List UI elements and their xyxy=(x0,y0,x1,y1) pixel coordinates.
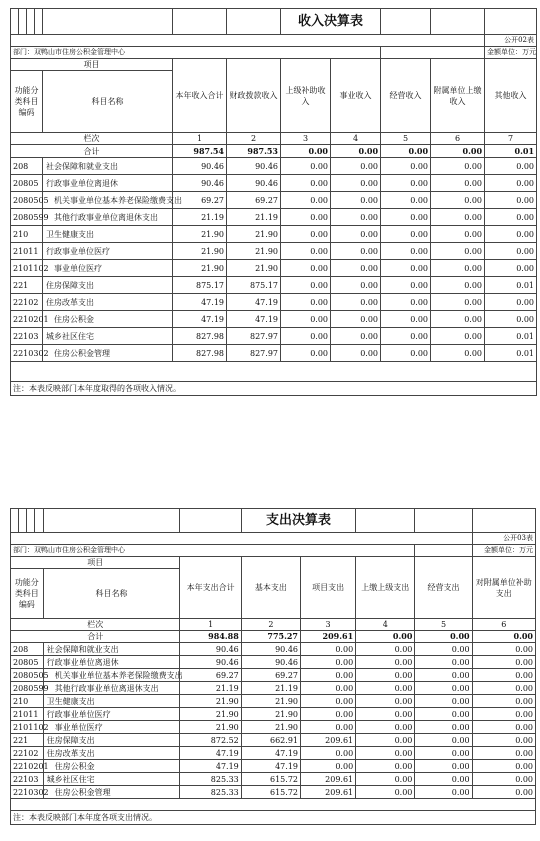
income-row-value: 0.00 xyxy=(431,260,485,277)
income-table-row xyxy=(11,294,537,311)
expense-row-value: 209.61 xyxy=(301,786,356,799)
income-row-name: 住房公积金管理 xyxy=(43,345,173,362)
expense-row-value: 0.00 xyxy=(356,773,415,786)
expense-col-head-1: 本年支出合计 xyxy=(180,557,241,619)
income-row-value: 0.00 xyxy=(331,345,381,362)
expense-row-value: 0.00 xyxy=(301,643,356,656)
income-row-value: 90.46 xyxy=(173,175,227,192)
income-col-head-7: 其他收入 xyxy=(485,59,537,133)
expense-row-value: 0.00 xyxy=(301,682,356,695)
income-row-code: 210 xyxy=(11,226,43,243)
income-row-value: 21.90 xyxy=(173,226,227,243)
income-row-value: 0.00 xyxy=(431,175,485,192)
income-row-value: 0.00 xyxy=(381,345,431,362)
income-table-row xyxy=(11,192,537,209)
expense-total-value: 984.88 xyxy=(180,631,241,643)
income-col-num: 6 xyxy=(431,133,485,145)
expense-row-value: 69.27 xyxy=(241,669,300,682)
expense-row-value: 90.46 xyxy=(241,643,300,656)
income-row-code: 2101102 xyxy=(11,260,43,277)
expense-row-code: 2080505 xyxy=(11,669,44,682)
income-table-row xyxy=(11,226,537,243)
expense-row-value: 0.00 xyxy=(472,786,535,799)
income-table-row xyxy=(11,243,537,260)
expense-row-value: 47.19 xyxy=(241,747,300,760)
expense-unit: 金额单位：万元 xyxy=(472,545,535,557)
income-row-code: 2210201 xyxy=(11,311,43,328)
expense-row-value: 0.00 xyxy=(415,643,472,656)
expense-total-value: 0.00 xyxy=(472,631,535,643)
income-row-value: 21.90 xyxy=(173,243,227,260)
income-row-value: 0.00 xyxy=(331,260,381,277)
expense-row-value: 0.00 xyxy=(472,669,535,682)
income-table-row xyxy=(11,328,537,345)
expense-row-value: 0.00 xyxy=(301,669,356,682)
expense-row-value: 0.00 xyxy=(301,760,356,773)
income-row-value: 0.00 xyxy=(281,243,331,260)
income-row-code: 2080599 xyxy=(11,209,43,226)
income-row-value: 827.97 xyxy=(227,345,281,362)
income-row-value: 0.00 xyxy=(431,243,485,260)
expense-row-value: 21.90 xyxy=(180,721,241,734)
income-row-value: 0.00 xyxy=(485,175,537,192)
expense-row-value: 0.00 xyxy=(472,708,535,721)
expense-row-value: 825.33 xyxy=(180,773,241,786)
income-row-value: 47.19 xyxy=(173,294,227,311)
expense-row-name: 住房公积金管理 xyxy=(43,786,180,799)
income-row-value: 0.00 xyxy=(381,311,431,328)
expense-note: 注：本表反映部门本年度各项支出情况。 xyxy=(11,811,536,825)
expense-row-value: 0.00 xyxy=(356,656,415,669)
income-row-value: 90.46 xyxy=(173,158,227,175)
income-row-value: 0.00 xyxy=(281,311,331,328)
expense-row-value: 0.00 xyxy=(415,773,472,786)
income-row-name: 城乡社区住宅 xyxy=(43,328,173,345)
income-row-name: 卫生健康支出 xyxy=(43,226,173,243)
income-row-value: 0.00 xyxy=(331,209,381,226)
income-row-value: 0.00 xyxy=(281,175,331,192)
income-total-label: 合计 xyxy=(11,145,173,158)
income-code-header: 功能分类科目编码 xyxy=(11,71,43,133)
income-col-num: 1 xyxy=(173,133,227,145)
expense-table-row xyxy=(11,734,536,747)
expense-col-nums-label: 栏次 xyxy=(11,619,180,631)
expense-row-value: 0.00 xyxy=(356,708,415,721)
expense-row-value: 21.90 xyxy=(241,721,300,734)
expense-row-name: 住房公积金 xyxy=(43,760,180,773)
expense-row-value: 0.00 xyxy=(415,669,472,682)
expense-row-name: 其他行政事业单位离退休支出 xyxy=(43,682,180,695)
income-row-value: 875.17 xyxy=(227,277,281,294)
expense-row-value: 0.00 xyxy=(356,669,415,682)
expense-row-code: 2080599 xyxy=(11,682,44,695)
expense-total-value: 0.00 xyxy=(415,631,472,643)
income-row-value: 0.00 xyxy=(281,209,331,226)
income-row-value: 827.98 xyxy=(173,328,227,345)
income-row-value: 47.19 xyxy=(173,311,227,328)
expense-row-value: 0.00 xyxy=(356,682,415,695)
income-row-value: 90.46 xyxy=(227,158,281,175)
income-row-name: 社会保障和就业支出 xyxy=(43,158,173,175)
income-row-value: 0.00 xyxy=(485,311,537,328)
expense-row-code: 2101102 xyxy=(11,721,44,734)
income-col-num: 3 xyxy=(281,133,331,145)
income-row-value: 0.00 xyxy=(331,277,381,294)
income-row-value: 0.00 xyxy=(331,192,381,209)
expense-total-value: 775.27 xyxy=(241,631,300,643)
expense-row-value: 0.00 xyxy=(301,695,356,708)
expense-row-value: 0.00 xyxy=(301,721,356,734)
expense-col-head-6: 对附属单位补助支出 xyxy=(472,557,535,619)
expense-row-value: 0.00 xyxy=(415,721,472,734)
expense-row-value: 90.46 xyxy=(180,656,241,669)
expense-row-code: 210 xyxy=(11,695,44,708)
expense-row-value: 21.90 xyxy=(241,708,300,721)
expense-col-head-3: 项目支出 xyxy=(301,557,356,619)
income-row-value: 0.00 xyxy=(431,277,485,294)
income-row-value: 0.00 xyxy=(431,209,485,226)
expense-table-row xyxy=(11,656,536,669)
income-row-value: 0.00 xyxy=(431,294,485,311)
expense-col-head-4: 上缴上级支出 xyxy=(356,557,415,619)
income-row-value: 0.00 xyxy=(381,175,431,192)
income-row-value: 0.00 xyxy=(431,158,485,175)
income-row-value: 0.01 xyxy=(485,277,537,294)
expense-row-value: 0.00 xyxy=(472,721,535,734)
income-rows xyxy=(11,158,537,362)
expense-row-value: 0.00 xyxy=(356,734,415,747)
expense-table xyxy=(10,508,536,825)
expense-row-value: 0.00 xyxy=(356,695,415,708)
income-table-row xyxy=(11,158,537,175)
income-total-row xyxy=(11,145,537,158)
income-table-code: 公开02表 xyxy=(485,35,537,47)
income-row-value: 21.90 xyxy=(173,260,227,277)
income-row-value: 0.00 xyxy=(281,192,331,209)
income-row-value: 0.00 xyxy=(281,328,331,345)
expense-row-value: 0.00 xyxy=(472,773,535,786)
expense-row-value: 662.91 xyxy=(241,734,300,747)
expense-table-row xyxy=(11,643,536,656)
income-row-value: 69.27 xyxy=(227,192,281,209)
expense-total-row xyxy=(11,631,536,643)
income-row-value: 0.00 xyxy=(331,243,381,260)
expense-row-value: 872.52 xyxy=(180,734,241,747)
expense-col-num: 4 xyxy=(356,619,415,631)
expense-table-row xyxy=(11,682,536,695)
income-total-value: 0.00 xyxy=(431,145,485,158)
expense-col-num: 5 xyxy=(415,619,472,631)
expense-row-code: 22102 xyxy=(11,747,44,760)
expense-row-value: 0.00 xyxy=(415,708,472,721)
income-total-value: 0.00 xyxy=(281,145,331,158)
expense-row-name: 机关事业单位基本养老保险缴费支出 xyxy=(43,669,180,682)
expense-name-header: 科目名称 xyxy=(43,569,180,619)
expense-row-name: 行政事业单位医疗 xyxy=(43,708,180,721)
expense-row-value: 0.00 xyxy=(415,786,472,799)
expense-row-value: 0.00 xyxy=(472,747,535,760)
income-row-value: 0.00 xyxy=(381,192,431,209)
income-department: 部门：双鸭山市住房公积金管理中心 xyxy=(11,47,381,59)
income-row-value: 827.98 xyxy=(173,345,227,362)
income-row-value: 21.19 xyxy=(173,209,227,226)
expense-row-name: 行政事业单位离退休 xyxy=(43,656,180,669)
expense-code-header: 功能分类科目编码 xyxy=(11,569,44,619)
expense-row-value: 825.33 xyxy=(180,786,241,799)
expense-total-value: 209.61 xyxy=(301,631,356,643)
income-row-code: 22102 xyxy=(11,294,43,311)
expense-row-name: 城乡社区住宅 xyxy=(43,773,180,786)
expense-row-value: 0.00 xyxy=(472,643,535,656)
income-row-value: 0.00 xyxy=(281,158,331,175)
expense-row-value: 0.00 xyxy=(472,682,535,695)
income-row-code: 221 xyxy=(11,277,43,294)
expense-row-value: 0.00 xyxy=(415,656,472,669)
expense-row-value: 209.61 xyxy=(301,734,356,747)
income-table-row xyxy=(11,311,537,328)
income-row-code: 208 xyxy=(11,158,43,175)
expense-row-code: 22103 xyxy=(11,773,44,786)
expense-row-value: 0.00 xyxy=(415,682,472,695)
income-row-name: 机关事业单位基本养老保险缴费支出 xyxy=(43,192,173,209)
expense-row-code: 2210302 xyxy=(11,786,44,799)
income-row-value: 21.19 xyxy=(227,209,281,226)
income-row-value: 0.00 xyxy=(431,226,485,243)
expense-row-value: 69.27 xyxy=(180,669,241,682)
expense-row-value: 615.72 xyxy=(241,773,300,786)
expense-row-value: 21.19 xyxy=(180,682,241,695)
expense-row-value: 0.00 xyxy=(415,734,472,747)
income-row-value: 0.00 xyxy=(331,175,381,192)
income-row-value: 90.46 xyxy=(227,175,281,192)
income-row-value: 47.19 xyxy=(227,311,281,328)
income-row-value: 875.17 xyxy=(173,277,227,294)
income-col-head-6: 附属单位上缴收入 xyxy=(431,59,485,133)
income-row-value: 0.00 xyxy=(281,345,331,362)
income-row-value: 0.00 xyxy=(331,158,381,175)
expense-row-name: 社会保障和就业支出 xyxy=(43,643,180,656)
expense-row-value: 0.00 xyxy=(472,695,535,708)
income-row-value: 0.00 xyxy=(381,226,431,243)
expense-row-name: 卫生健康支出 xyxy=(43,695,180,708)
income-row-value: 47.19 xyxy=(227,294,281,311)
income-row-value: 21.90 xyxy=(227,260,281,277)
expense-row-value: 0.00 xyxy=(415,747,472,760)
expense-row-value: 615.72 xyxy=(241,786,300,799)
expense-row-value: 0.00 xyxy=(356,786,415,799)
income-row-name: 行政事业单位离退休 xyxy=(43,175,173,192)
expense-row-value: 47.19 xyxy=(180,760,241,773)
income-unit: 金额单位：万元 xyxy=(485,47,537,59)
income-col-head-4: 事业收入 xyxy=(331,59,381,133)
expense-row-name: 住房改革支出 xyxy=(43,747,180,760)
income-table xyxy=(10,8,537,396)
expense-col-num: 3 xyxy=(301,619,356,631)
income-row-value: 827.97 xyxy=(227,328,281,345)
income-row-value: 0.00 xyxy=(431,192,485,209)
expense-row-value: 0.00 xyxy=(472,656,535,669)
income-row-code: 2210302 xyxy=(11,345,43,362)
expense-row-value: 0.00 xyxy=(356,643,415,656)
income-col-num: 4 xyxy=(331,133,381,145)
income-row-value: 0.00 xyxy=(485,260,537,277)
income-row-value: 0.00 xyxy=(281,226,331,243)
expense-total-value: 0.00 xyxy=(356,631,415,643)
expense-row-value: 21.90 xyxy=(180,708,241,721)
expense-row-code: 208 xyxy=(11,643,44,656)
income-row-value: 0.00 xyxy=(485,209,537,226)
expense-row-value: 0.00 xyxy=(356,721,415,734)
expense-table-row xyxy=(11,669,536,682)
income-row-name: 住房保障支出 xyxy=(43,277,173,294)
income-row-value: 0.00 xyxy=(485,243,537,260)
expense-table-row xyxy=(11,695,536,708)
income-col-num: 5 xyxy=(381,133,431,145)
income-row-value: 0.00 xyxy=(381,260,431,277)
income-row-value: 0.00 xyxy=(485,226,537,243)
expense-table-row xyxy=(11,760,536,773)
expense-row-code: 21011 xyxy=(11,708,44,721)
expense-row-code: 20805 xyxy=(11,656,44,669)
income-row-value: 0.00 xyxy=(485,192,537,209)
income-col-head-5: 经营收入 xyxy=(381,59,431,133)
expense-table-code: 公开03表 xyxy=(472,533,535,545)
expense-table-block xyxy=(10,508,536,825)
expense-row-value: 47.19 xyxy=(180,747,241,760)
expense-row-value: 0.00 xyxy=(472,760,535,773)
income-col-num: 2 xyxy=(227,133,281,145)
expense-row-value: 90.46 xyxy=(180,643,241,656)
expense-row-value: 47.19 xyxy=(241,760,300,773)
expense-row-value: 0.00 xyxy=(472,734,535,747)
income-col-head-1: 本年收入合计 xyxy=(173,59,227,133)
income-row-name: 行政事业单位医疗 xyxy=(43,243,173,260)
expense-col-num: 2 xyxy=(241,619,300,631)
income-row-value: 0.00 xyxy=(281,260,331,277)
income-row-value: 0.00 xyxy=(485,158,537,175)
income-item-header: 项目 xyxy=(11,59,173,71)
income-row-value: 0.00 xyxy=(431,345,485,362)
expense-row-value: 209.61 xyxy=(301,773,356,786)
income-row-value: 0.00 xyxy=(331,226,381,243)
expense-row-value: 21.19 xyxy=(241,682,300,695)
expense-table-row xyxy=(11,721,536,734)
income-name-header: 科目名称 xyxy=(43,71,173,133)
expense-row-value: 0.00 xyxy=(415,695,472,708)
income-row-name: 事业单位医疗 xyxy=(43,260,173,277)
expense-table-row xyxy=(11,773,536,786)
income-row-value: 0.00 xyxy=(381,158,431,175)
income-row-value: 0.00 xyxy=(281,277,331,294)
expense-table-row xyxy=(11,786,536,799)
income-row-code: 21011 xyxy=(11,243,43,260)
income-row-value: 21.90 xyxy=(227,243,281,260)
expense-row-value: 0.00 xyxy=(415,760,472,773)
income-total-value: 987.53 xyxy=(227,145,281,158)
income-row-value: 0.00 xyxy=(381,294,431,311)
income-row-value: 0.00 xyxy=(431,311,485,328)
income-table-row xyxy=(11,175,537,192)
expense-row-value: 90.46 xyxy=(241,656,300,669)
income-col-head-2: 财政拨款收入 xyxy=(227,59,281,133)
expense-row-code: 2210201 xyxy=(11,760,44,773)
income-row-code: 22103 xyxy=(11,328,43,345)
income-col-num: 7 xyxy=(485,133,537,145)
income-row-value: 21.90 xyxy=(227,226,281,243)
income-row-code: 20805 xyxy=(11,175,43,192)
income-row-value: 0.01 xyxy=(485,345,537,362)
income-row-value: 0.00 xyxy=(331,294,381,311)
expense-row-value: 0.00 xyxy=(356,747,415,760)
income-total-value: 987.54 xyxy=(173,145,227,158)
income-table-block xyxy=(10,8,536,396)
expense-row-value: 0.00 xyxy=(356,760,415,773)
income-row-value: 0.00 xyxy=(381,209,431,226)
expense-col-head-5: 经营支出 xyxy=(415,557,472,619)
expense-item-header: 项目 xyxy=(11,557,180,569)
income-row-value: 0.00 xyxy=(331,328,381,345)
income-row-value: 0.00 xyxy=(331,311,381,328)
income-note: 注：本表反映部门本年度取得的各项收入情况。 xyxy=(11,382,537,396)
income-total-value: 0.01 xyxy=(485,145,537,158)
expense-total-label: 合计 xyxy=(11,631,180,643)
income-table-row xyxy=(11,345,537,362)
expense-row-name: 住房保障支出 xyxy=(43,734,180,747)
income-row-name: 其他行政事业单位离退休支出 xyxy=(43,209,173,226)
expense-col-num: 6 xyxy=(472,619,535,631)
expense-table-row xyxy=(11,747,536,760)
expense-row-value: 0.00 xyxy=(301,656,356,669)
expense-table-row xyxy=(11,708,536,721)
income-table-row xyxy=(11,260,537,277)
income-total-value: 0.00 xyxy=(331,145,381,158)
income-total-value: 0.00 xyxy=(381,145,431,158)
expense-col-head-2: 基本支出 xyxy=(241,557,300,619)
income-row-value: 69.27 xyxy=(173,192,227,209)
income-row-value: 0.00 xyxy=(431,328,485,345)
income-row-value: 0.00 xyxy=(381,328,431,345)
income-col-nums-label: 栏次 xyxy=(11,133,173,145)
income-row-value: 0.00 xyxy=(381,243,431,260)
expense-row-name: 事业单位医疗 xyxy=(43,721,180,734)
expense-row-value: 21.90 xyxy=(241,695,300,708)
income-table-row xyxy=(11,209,537,226)
income-row-value: 0.00 xyxy=(485,294,537,311)
income-table-row xyxy=(11,277,537,294)
income-title: 收入决算表 xyxy=(281,9,381,35)
income-row-name: 住房改革支出 xyxy=(43,294,173,311)
expense-col-num: 1 xyxy=(180,619,241,631)
expense-row-value: 21.90 xyxy=(180,695,241,708)
expense-row-value: 0.00 xyxy=(301,747,356,760)
income-row-value: 0.00 xyxy=(281,294,331,311)
expense-row-code: 221 xyxy=(11,734,44,747)
expense-title: 支出决算表 xyxy=(241,509,355,533)
expense-department: 部门：双鸭山市住房公积金管理中心 xyxy=(11,545,415,557)
income-row-value: 0.00 xyxy=(381,277,431,294)
income-row-code: 2080505 xyxy=(11,192,43,209)
expense-rows xyxy=(11,643,536,799)
income-col-head-3: 上级补助收入 xyxy=(281,59,331,133)
income-row-value: 0.01 xyxy=(485,328,537,345)
income-row-name: 住房公积金 xyxy=(43,311,173,328)
expense-row-value: 0.00 xyxy=(301,708,356,721)
